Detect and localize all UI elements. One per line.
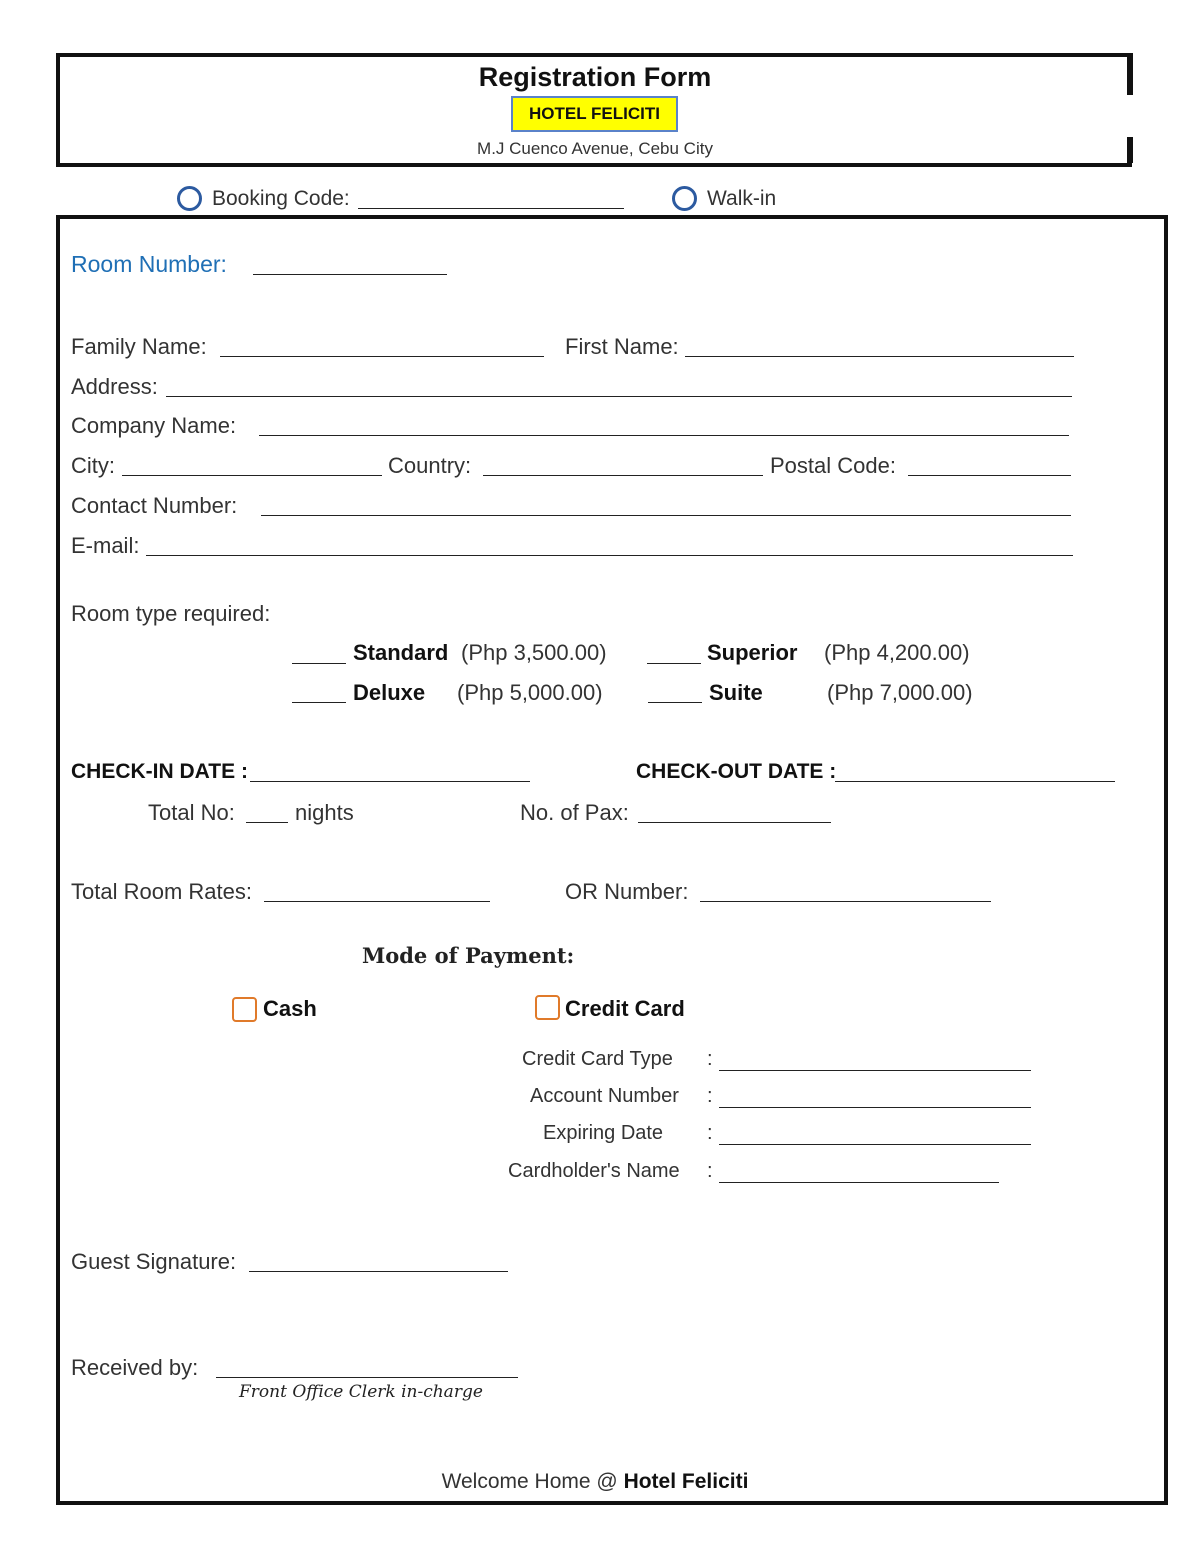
contact-number-label: Contact Number: bbox=[71, 493, 238, 518]
booking-code-label: Booking Code: bbox=[212, 187, 350, 210]
room-option-name: Standard bbox=[353, 640, 449, 665]
cash-label: Cash bbox=[263, 996, 317, 1021]
email-label: E-mail: bbox=[71, 533, 140, 558]
guest-signature-field[interactable] bbox=[249, 1271, 508, 1272]
standard-blank[interactable] bbox=[292, 663, 346, 664]
city-field[interactable] bbox=[122, 475, 382, 476]
total-nights-label: Total No: bbox=[148, 800, 235, 825]
pax-label: No. of Pax: bbox=[520, 800, 629, 825]
address-field[interactable] bbox=[166, 396, 1072, 397]
footer-welcome bbox=[0, 1470, 1190, 1494]
email-field[interactable] bbox=[146, 555, 1073, 556]
clerk-caption: Front Office Clerk in-charge bbox=[239, 1382, 483, 1402]
country-field[interactable] bbox=[483, 475, 763, 476]
check-out-label: CHECK-OUT DATE : bbox=[636, 760, 837, 783]
card-type-field[interactable] bbox=[719, 1070, 1031, 1071]
postal-code-field[interactable] bbox=[908, 475, 1071, 476]
colon: : bbox=[707, 1122, 713, 1144]
deluxe-blank[interactable] bbox=[292, 702, 346, 703]
total-nights-field[interactable] bbox=[246, 822, 288, 823]
pax-field[interactable] bbox=[638, 822, 831, 823]
company-name-field[interactable] bbox=[259, 435, 1069, 436]
cardholder-label: Cardholder's Name bbox=[508, 1160, 680, 1182]
room-option-price: (Php 3,500.00) bbox=[461, 640, 607, 665]
hotel-address: M.J Cuenco Avenue, Cebu City bbox=[477, 139, 713, 158]
form-title: Registration Form bbox=[478, 62, 712, 92]
country-label: Country: bbox=[388, 453, 472, 478]
or-number-field[interactable] bbox=[700, 901, 991, 902]
or-number-label: OR Number: bbox=[565, 879, 689, 904]
booking-code-radio[interactable] bbox=[177, 186, 202, 211]
footer-welcome-text: Welcome Home @ bbox=[441, 1470, 618, 1493]
expiring-date-label: Expiring Date bbox=[543, 1122, 664, 1144]
check-in-field[interactable] bbox=[250, 781, 530, 782]
superior-blank[interactable] bbox=[647, 663, 701, 664]
payment-title: Mode of Payment: bbox=[362, 943, 575, 968]
room-option-name: Suite bbox=[709, 680, 763, 705]
nights-label: nights bbox=[295, 800, 354, 825]
family-name-label: Family Name: bbox=[71, 334, 207, 359]
cash-checkbox[interactable] bbox=[232, 997, 257, 1022]
room-number-field[interactable] bbox=[253, 274, 447, 275]
contact-number-field[interactable] bbox=[261, 515, 1071, 516]
room-number-label: Room Number: bbox=[71, 251, 227, 277]
credit-card-label: Credit Card bbox=[565, 996, 685, 1021]
room-option-price: (Php 5,000.00) bbox=[457, 680, 603, 705]
room-option-name: Deluxe bbox=[353, 680, 426, 705]
footer-hotel-name: Hotel Feliciti bbox=[623, 1470, 749, 1493]
first-name-field[interactable] bbox=[685, 356, 1074, 357]
walk-in-label: Walk-in bbox=[707, 187, 777, 210]
cardholder-field[interactable] bbox=[719, 1182, 999, 1183]
total-room-rates-label: Total Room Rates: bbox=[71, 879, 252, 904]
expiring-date-field[interactable] bbox=[719, 1144, 1031, 1145]
colon: : bbox=[707, 1048, 713, 1070]
company-name-label: Company Name: bbox=[71, 413, 237, 438]
total-room-rates-field[interactable] bbox=[264, 901, 490, 902]
family-name-field[interactable] bbox=[220, 356, 544, 357]
booking-code-field[interactable] bbox=[358, 208, 624, 209]
room-type-label: Room type required: bbox=[71, 601, 271, 626]
account-number-field[interactable] bbox=[719, 1107, 1031, 1108]
hotel-name-badge: HOTEL FELICITI bbox=[511, 96, 678, 132]
main-form-box bbox=[56, 215, 1168, 1505]
credit-card-checkbox[interactable] bbox=[535, 995, 560, 1020]
account-number-label: Account Number bbox=[530, 1085, 679, 1107]
card-type-label: Credit Card Type bbox=[522, 1048, 673, 1070]
colon: : bbox=[707, 1085, 713, 1107]
city-label: City: bbox=[71, 453, 115, 478]
room-option-price: (Php 7,000.00) bbox=[827, 680, 973, 705]
received-by-label: Received by: bbox=[71, 1355, 199, 1380]
address-label: Address: bbox=[71, 374, 158, 399]
check-out-field[interactable] bbox=[835, 781, 1115, 782]
colon: : bbox=[707, 1160, 713, 1182]
walk-in-radio[interactable] bbox=[672, 186, 697, 211]
check-in-label: CHECK-IN DATE : bbox=[71, 760, 248, 783]
guest-signature-label: Guest Signature: bbox=[71, 1249, 237, 1274]
postal-code-label: Postal Code: bbox=[770, 453, 896, 478]
room-option-name: Superior bbox=[707, 640, 798, 665]
suite-blank[interactable] bbox=[648, 702, 702, 703]
first-name-label: First Name: bbox=[565, 334, 679, 359]
room-option-price: (Php 4,200.00) bbox=[824, 640, 970, 665]
received-by-field[interactable] bbox=[216, 1377, 518, 1378]
